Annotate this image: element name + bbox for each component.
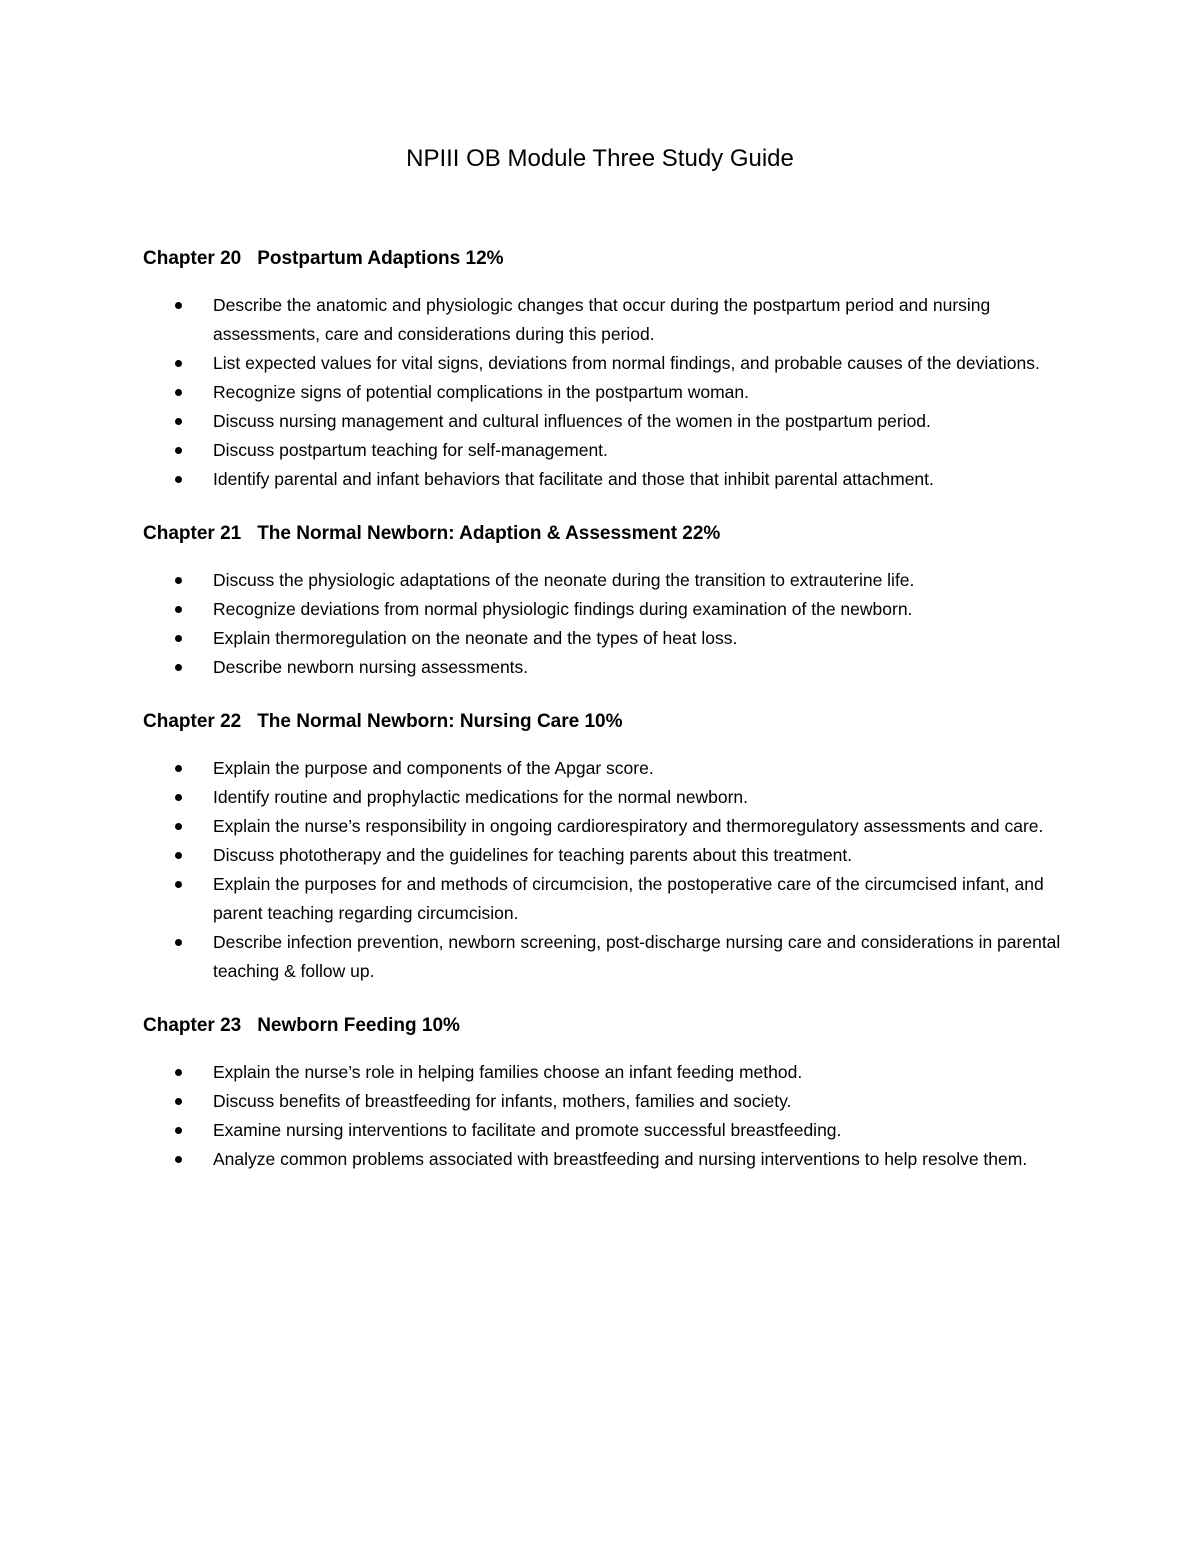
- bullet-icon: [175, 664, 182, 671]
- list-item: [143, 812, 1073, 841]
- bullet-icon: [175, 1156, 182, 1163]
- list-item: [143, 291, 1073, 349]
- list-item-text: Discuss phototherapy and the guidelines for teaching parents about this treatment.: [213, 845, 853, 865]
- bullet-icon: [175, 447, 182, 454]
- bullet-icon: [175, 1069, 182, 1076]
- bullet-icon: [175, 823, 182, 830]
- bullet-icon: [175, 939, 182, 946]
- bullet-icon: [175, 765, 182, 772]
- list-item-text: Identify parental and infant behaviors that facilitate and those that inhibit parental attachment.: [213, 469, 934, 489]
- list-item-text: Analyze common problems associated with breastfeeding and nursing interventions to help resolve them.: [213, 1149, 1028, 1169]
- chapter-number: Chapter 23: [143, 1015, 242, 1036]
- list-item: [143, 754, 1073, 783]
- section-chapter-20: [143, 245, 1073, 494]
- list-item-text: List expected values for vital signs, deviations from normal findings, and probable causes of the deviations.: [213, 353, 1040, 373]
- chapter-title: Newborn Feeding 10%: [257, 1015, 460, 1036]
- list-item-text: Discuss nursing management and cultural influences of the women in the postpartum period.: [213, 411, 931, 431]
- list-item: [143, 436, 1073, 465]
- section-heading: [143, 245, 1073, 273]
- list-item: [143, 1058, 1073, 1087]
- bullet-icon: [175, 577, 182, 584]
- list-item-text: Describe the anatomic and physiologic changes that occur during the postpartum period and nursing assessments, care and considerations during this period.: [213, 295, 991, 344]
- bullet-list: [143, 566, 1073, 682]
- list-item-text: Explain the purposes for and methods of circumcision, the postoperative care of the circumcised infant, and parent teaching regarding circumcision.: [213, 874, 1044, 923]
- list-item: [143, 928, 1073, 986]
- list-item: [143, 653, 1073, 682]
- list-item-text: Explain the nurse’s responsibility in ongoing cardiorespiratory and thermoregulatory assessments and care.: [213, 816, 1044, 836]
- list-item-text: Recognize deviations from normal physiologic findings during examination of the newborn.: [213, 599, 913, 619]
- list-item: [143, 378, 1073, 407]
- bullet-icon: [175, 476, 182, 483]
- chapter-title: The Normal Newborn: Adaption & Assessment 22%: [257, 523, 721, 544]
- bullet-icon: [175, 302, 182, 309]
- bullet-icon: [175, 360, 182, 367]
- bullet-icon: [175, 881, 182, 888]
- bullet-list: [143, 754, 1073, 986]
- document-title: NPIII OB Module Three Study Guide: [406, 145, 794, 172]
- section-heading: [143, 708, 1073, 736]
- bullet-icon: [175, 1127, 182, 1134]
- list-item-text: Explain the purpose and components of the Apgar score.: [213, 758, 654, 778]
- list-item-text: Describe infection prevention, newborn screening, post-discharge nursing care and considerations in parental teaching & follow up.: [213, 932, 1061, 981]
- list-item-text: Discuss postpartum teaching for self-management.: [213, 440, 608, 460]
- list-item-text: Explain the nurse’s role in helping families choose an infant feeding method.: [213, 1062, 803, 1082]
- bullet-icon: [175, 852, 182, 859]
- section-heading: [143, 520, 1073, 548]
- list-item: [143, 1116, 1073, 1145]
- list-item: [143, 841, 1073, 870]
- list-item: [143, 870, 1073, 928]
- list-item: [143, 1087, 1073, 1116]
- chapter-number: Chapter 21: [143, 523, 242, 544]
- bullet-icon: [175, 389, 182, 396]
- list-item-text: Explain thermoregulation on the neonate and the types of heat loss.: [213, 628, 738, 648]
- list-item-text: Discuss the physiologic adaptations of the neonate during the transition to extrauterine life.: [213, 570, 915, 590]
- bullet-icon: [175, 635, 182, 642]
- list-item: [143, 349, 1073, 378]
- bullet-icon: [175, 418, 182, 425]
- list-item-text: Describe newborn nursing assessments.: [213, 657, 529, 677]
- list-item-text: Identify routine and prophylactic medications for the normal newborn.: [213, 787, 749, 807]
- bullet-list: [143, 1058, 1073, 1174]
- list-item: [143, 624, 1073, 653]
- list-item: [143, 407, 1073, 436]
- chapter-title: The Normal Newborn: Nursing Care 10%: [257, 711, 623, 732]
- section-chapter-21: [143, 520, 1073, 682]
- chapter-title: Postpartum Adaptions 12%: [257, 248, 504, 269]
- bullet-list: [143, 291, 1073, 494]
- section-heading: [143, 1012, 1073, 1040]
- list-item: [143, 1145, 1073, 1174]
- bullet-icon: [175, 606, 182, 613]
- list-item-text: Examine nursing interventions to facilitate and promote successful breastfeeding.: [213, 1120, 842, 1140]
- list-item: [143, 783, 1073, 812]
- section-chapter-22: [143, 708, 1073, 986]
- document-body: [143, 245, 1073, 1200]
- bullet-icon: [175, 794, 182, 801]
- list-item: [143, 595, 1073, 624]
- list-item-text: Discuss benefits of breastfeeding for infants, mothers, families and society.: [213, 1091, 792, 1111]
- bullet-icon: [175, 1098, 182, 1105]
- list-item-text: Recognize signs of potential complications in the postpartum woman.: [213, 382, 749, 402]
- section-chapter-23: [143, 1012, 1073, 1174]
- chapter-number: Chapter 22: [143, 711, 242, 732]
- list-item: [143, 465, 1073, 494]
- chapter-number: Chapter 20: [143, 248, 242, 269]
- list-item: [143, 566, 1073, 595]
